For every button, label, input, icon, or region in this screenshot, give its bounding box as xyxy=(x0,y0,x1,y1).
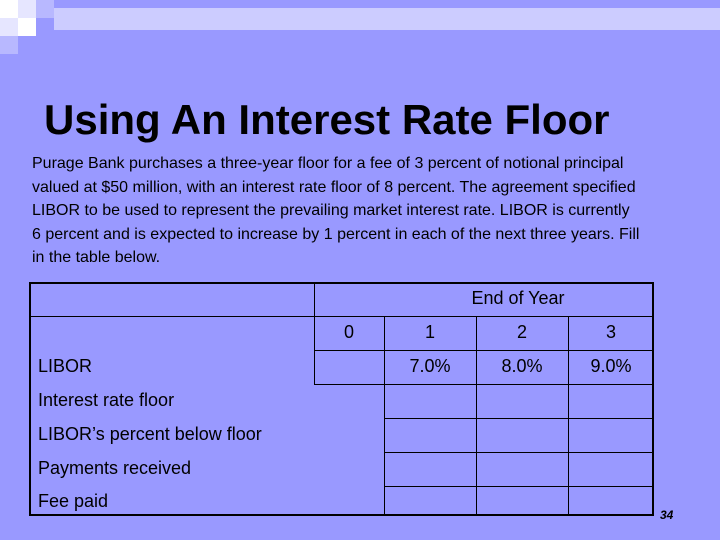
year-label: 0 xyxy=(343,322,354,342)
row-label-interest-rate-floor: Interest rate floor xyxy=(38,390,175,410)
table-rule xyxy=(384,316,385,514)
page-number: 34 xyxy=(660,508,674,522)
answer-table xyxy=(29,282,654,516)
table-header: End of Year xyxy=(471,288,565,308)
deco-square xyxy=(18,0,36,18)
libor-value: 7.0% xyxy=(409,356,451,376)
table-rule xyxy=(31,316,652,317)
row-label-libor: LIBOR xyxy=(38,356,93,376)
table-rule xyxy=(384,418,652,419)
table-rule xyxy=(314,350,652,351)
deco-square xyxy=(0,0,18,18)
table-rule xyxy=(476,316,477,514)
year-label: 2 xyxy=(516,322,527,342)
libor-value: 8.0% xyxy=(501,356,543,376)
table-rule xyxy=(384,486,652,487)
problem-description: Purage Bank purchases a three-year floor for a fee of 3 percent of notional principal valued at $50 million, with an interest rate floor of 8 percent. The agreement specified LIBOR to be used to represent the prevailing market interest rate. LIBOR is currently 6 percent and is expected to increase by 1 percent in each of the next three years. Fill in the table below. xyxy=(32,155,640,266)
libor-value: 9.0% xyxy=(590,356,632,376)
deco-square xyxy=(0,36,18,54)
deco-square xyxy=(36,0,54,18)
table-rule xyxy=(384,452,652,453)
row-label-libor-below-floor: LIBOR’s percent below floor xyxy=(38,424,262,444)
header-bar xyxy=(54,8,720,30)
table-rule xyxy=(568,316,569,514)
deco-square xyxy=(18,18,36,36)
slide-title: Using An Interest Rate Floor xyxy=(44,96,610,143)
year-label: 1 xyxy=(424,322,435,342)
row-label-fee-paid: Fee paid xyxy=(38,491,109,511)
table-rule xyxy=(314,384,652,385)
deco-square xyxy=(0,18,18,36)
row-label-payments-received: Payments received xyxy=(38,458,192,478)
year-label: 3 xyxy=(605,322,616,342)
